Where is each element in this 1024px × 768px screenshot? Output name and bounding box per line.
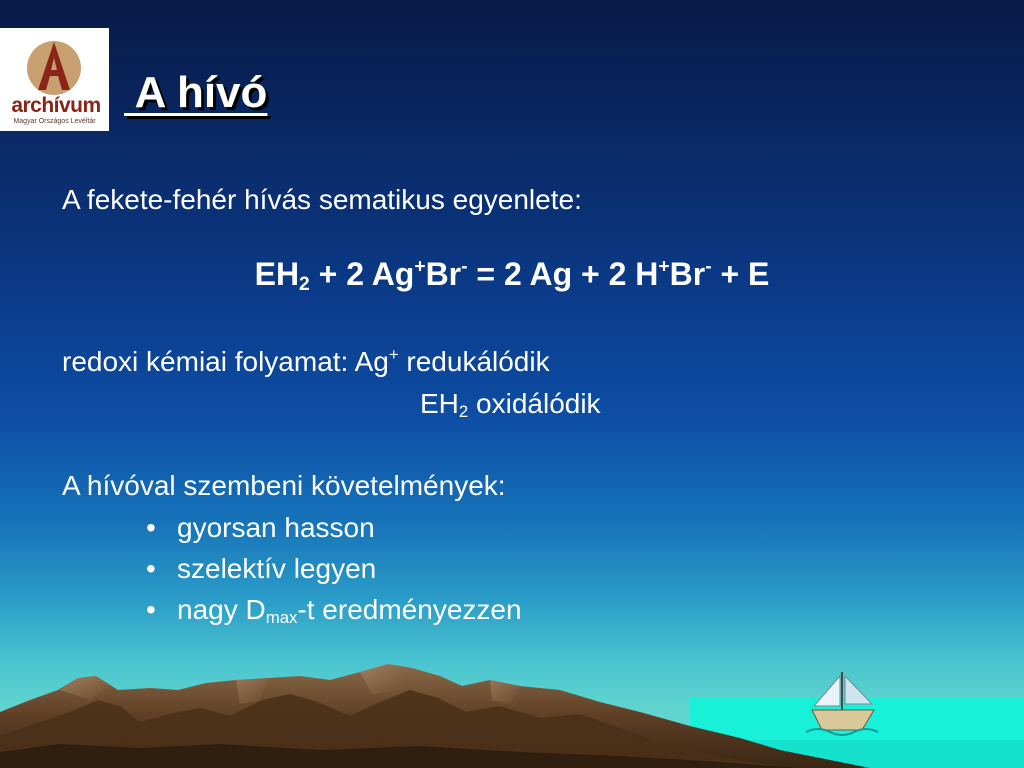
redox-lead-sup: + [388,345,399,365]
bullet-icon: • [146,553,156,584]
oxidation-line [420,388,601,422]
bullet-icon: • [146,594,156,625]
logo-wordmark: archívum [11,94,101,117]
requirement-item [177,594,522,628]
requirements-heading: A hívóval szembeni követelmények: [62,470,506,501]
equation-subscript: 2 [299,273,310,295]
equation-part: + E [711,256,770,292]
requirement-item-a: nagy D [177,594,266,625]
redox-line [62,345,550,377]
equation-part: Br [425,256,462,292]
redox-lead-tail: redukálódik [398,346,550,377]
equation-part: Br [669,256,706,292]
intro-text: A fekete-fehér hívás sematikus egyenlete: [62,184,582,215]
requirement-item: gyorsan hasson [177,512,375,543]
redox-lead: redoxi kémiai folyamat: Ag [62,346,389,377]
logo-subtitle: Magyar Országos Levéltár [13,118,96,125]
equation-part: + 2 Ag [309,256,415,292]
oxidation-tail: oxidálódik [468,388,601,419]
requirement-item-sub: max [265,608,298,628]
requirement-item-b: -t eredményezzen [297,594,522,625]
equation-superscript: + [658,256,670,278]
bullet-icon: • [146,512,156,543]
oxidation-sub: 2 [458,402,469,422]
archivum-logo [0,28,109,131]
equation-superscript: - [461,256,468,278]
equation-superscript: + [414,256,426,278]
equation-superscript: - [705,256,712,278]
requirement-item: szelektív legyen [177,553,377,584]
equation-part: = 2 Ag + 2 H [467,256,659,292]
equation-part: EH [254,256,300,292]
slide-title: A hívó [124,68,268,117]
oxidation-eh: EH [420,388,459,419]
development-equation [0,256,1024,295]
